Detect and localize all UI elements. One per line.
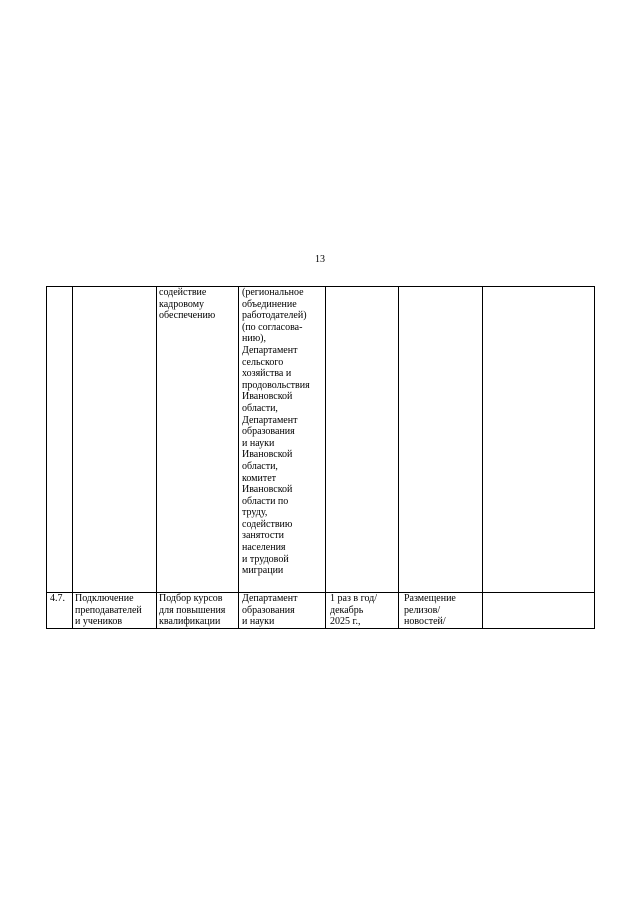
plan-table bbox=[46, 286, 595, 629]
cell-result: Размещение релизов/ новостей/ bbox=[399, 593, 483, 629]
cell-deadline: 1 раз в год/ декабрь 2025 г., bbox=[326, 593, 399, 629]
table-row bbox=[47, 593, 595, 629]
cell-responsible-text: (региональное объединение работодателей) (по согласова- нию), Департамент сельского хозяйства и продовольствия Ивановской области, Департамент образования и науки Ивановской области, комитет Ивановской области по труду, содействию занятости населения и трудовой миграции bbox=[242, 287, 310, 577]
cell-number: 4.7. bbox=[47, 593, 73, 629]
cell-responsible bbox=[239, 593, 326, 629]
cell-description: содействие кадровому обеспечению bbox=[157, 287, 239, 593]
cell-number bbox=[47, 287, 73, 593]
cell-event bbox=[73, 287, 157, 593]
table-row bbox=[47, 287, 595, 593]
cell-note bbox=[483, 593, 595, 629]
page-number: 13 bbox=[315, 254, 325, 265]
cell-deadline bbox=[326, 287, 399, 593]
cell-result bbox=[399, 287, 483, 593]
cell-event: Подключение преподавателей и учеников bbox=[73, 593, 157, 629]
cell-note bbox=[483, 287, 595, 593]
cell-responsible-text: Департамент образования и науки bbox=[242, 593, 298, 628]
cell-description: Подбор курсов для повышения квалификации bbox=[157, 593, 239, 629]
cell-responsible bbox=[239, 287, 326, 593]
